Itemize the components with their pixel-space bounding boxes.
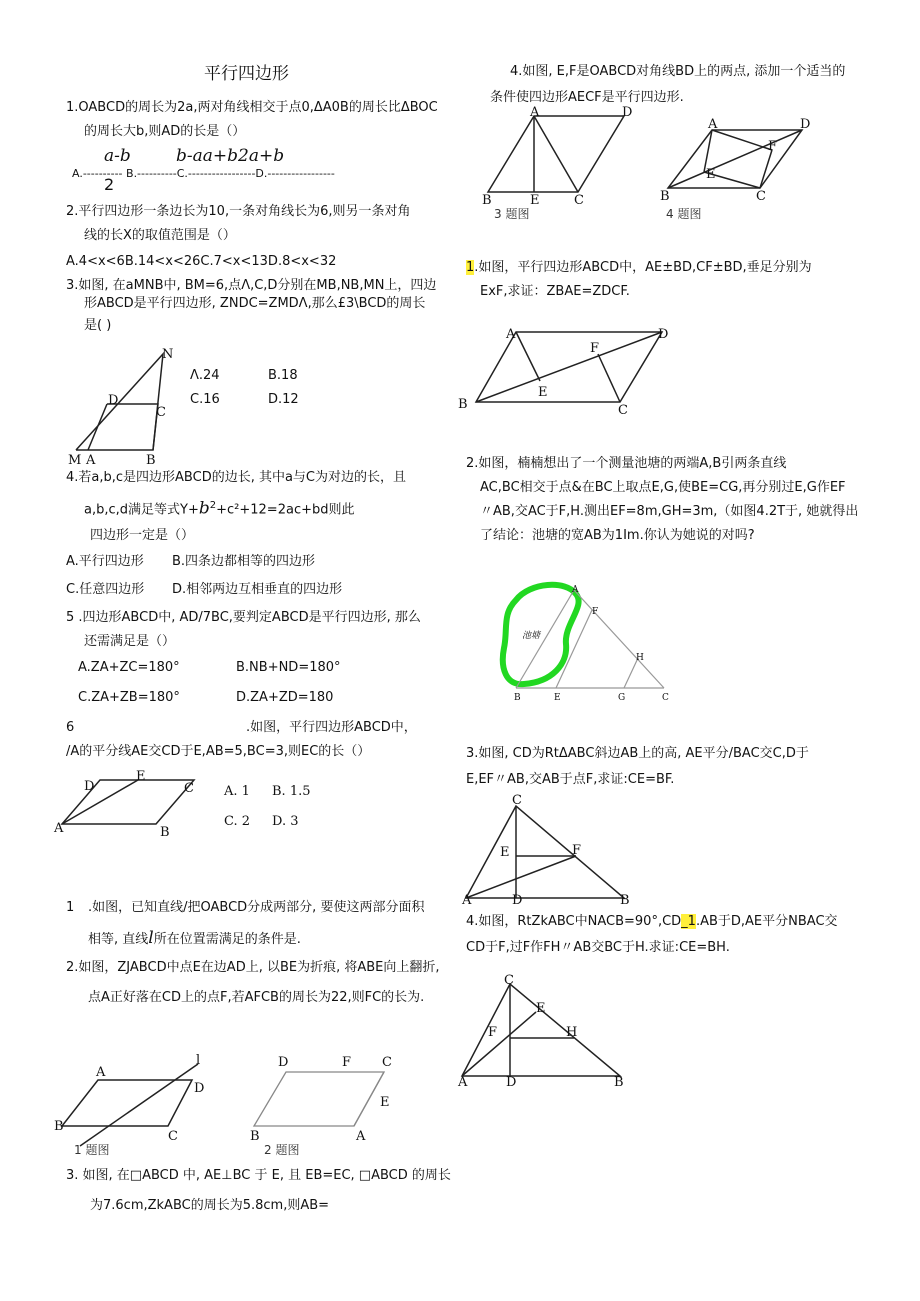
figure-segment (107, 404, 158, 450)
figure-s2 (250, 1050, 410, 1160)
figure-segment (462, 984, 620, 1076)
p2-line3: 〃AB,交AC于F,H.测出EF=8m,GH=3m,（如图4.2T于, 她就得出 (480, 504, 859, 519)
figure-segment (254, 1072, 384, 1126)
label-D: D (800, 117, 811, 132)
q5-choice-b: B.NB+ND=180° (236, 660, 341, 675)
label-C: C (168, 1129, 178, 1144)
label-H: H (566, 1025, 578, 1040)
q5-line1: 5 .四边形ABCD中, AD/7BC,要判定ABCD是平行四边形, 那么 (66, 610, 421, 625)
q4-b-symbol: b (198, 498, 210, 519)
q6-line2: /A的平分线AE交CD于E,AB=5,BC=3,则EC的长（） (66, 744, 371, 759)
label-l: l (196, 1053, 201, 1068)
label-B: B (458, 397, 468, 412)
label-E: E (554, 693, 561, 703)
q5-choice-d: D.ZA+ZD=180 (236, 690, 334, 705)
figure-segment (516, 332, 540, 381)
label-C: C (382, 1055, 392, 1070)
label-E: E (706, 167, 716, 182)
q4-choice-d: D.相邻两边互相垂直的四边形 (172, 582, 343, 597)
label-F: F (488, 1025, 498, 1040)
label-F: F (342, 1055, 352, 1070)
label-B: B (614, 1075, 624, 1090)
label-D: D (278, 1055, 289, 1070)
s1-line2-end: 所在位置需满足的条件是. (153, 932, 301, 947)
p4-line2: CD于F,过F作FH〃AB交BC于H.求证:CE=BH. (466, 940, 730, 955)
caption: 3 题图 (494, 207, 530, 221)
q3-choice-a: Λ.24 (190, 368, 220, 383)
label-A: A (458, 1075, 468, 1090)
pond-label: 池塘 (522, 631, 541, 641)
q4-line3: 四边形一定是（） (90, 528, 195, 543)
q4-choice-c: C.任意四边形 (66, 582, 145, 597)
figure-segment (88, 404, 107, 450)
q3-choice-c: C.16 (190, 392, 220, 407)
s1-line2 (88, 930, 301, 948)
label-C: C (756, 189, 766, 204)
label-F: F (592, 607, 599, 617)
figure-q3 (60, 340, 190, 470)
q4-choice-a: A.平行四边形 (66, 554, 144, 569)
label-E: E (536, 1001, 546, 1016)
label-C: C (574, 193, 584, 208)
q3-line1: 3.如图, 在aMNB中, BM=6,点Λ,C,D分别在MB,NB,MN上，四边 (66, 278, 437, 293)
q1-fraction-top: a-b (104, 146, 131, 166)
label-A: A (86, 453, 96, 468)
label-F: F (572, 843, 582, 858)
label-A: A (356, 1129, 366, 1144)
label-D: D (658, 327, 669, 342)
p1-line1-text: .如图，平行四边形ABCD中，AE±BD,CF±BD,垂足分别为 (474, 260, 812, 275)
q2-line1: 2.平行四边形一条边长为10,一条对角线长为6,则另一条对角 (66, 204, 411, 219)
s1-line2-start: 相等, 直线 (88, 932, 149, 947)
s2-line2: 点A正好落在CD上的点F,若AFCB的周长为22,则FC的长为. (88, 990, 425, 1005)
q1-fraction-bottom: 2 (104, 175, 115, 194)
pond-outline (503, 585, 579, 684)
label-B: B (146, 453, 156, 468)
r-q4-line1: 4.如图, E,F是OABCD对角线BD上的两点, 添加一个适当的 (510, 64, 846, 79)
q5-line2: 还需满足是（） (84, 634, 176, 649)
label-E: E (380, 1095, 390, 1110)
q2-line2: 线的长X的取值范围是（） (84, 228, 236, 243)
q4-line2 (84, 498, 355, 518)
p4-line1 (466, 914, 838, 930)
q3-choice-b: B.18 (268, 368, 298, 383)
label-A: A (530, 105, 540, 120)
label-A: A (572, 585, 579, 595)
q3-choice-d: D.12 (268, 392, 299, 407)
figure-segment (462, 1012, 536, 1076)
q6-choice-a: A. 1 (224, 784, 250, 799)
label-A: A (462, 893, 472, 908)
s2-line1: 2.如图，ZJABCD中点E在边AD上, 以BE为折痕, 将ABE向上翻折, (66, 960, 440, 975)
label-D: D (622, 105, 633, 120)
label-C: C (512, 793, 522, 808)
s1-line1: .如图，已知直线/把OABCD分成两部分, 要使这两部分面积 (88, 900, 425, 915)
page-title: 平行四边形 (204, 64, 289, 84)
q4-line1: 4.若a,b,c是四边形ABCD的边长, 其中a与C为对边的长，且 (66, 470, 407, 485)
q5-choice-a: A.ZA+ZC=180° (78, 660, 180, 675)
p3-line1: 3.如图, CD为RtΔABC斜边AB上的高, AE平分/BAC交C,D于 (466, 746, 809, 761)
q6-line1: .如图，平行四边形ABCD中， (246, 720, 417, 735)
label-B: B (160, 825, 170, 840)
q6-choice-d: D. 3 (272, 814, 299, 829)
figure-segment (76, 354, 163, 450)
p2-line4: 了结论：池塘的宽AB为1Im.你认为她说的对吗? (480, 528, 755, 543)
label-E: E (538, 385, 548, 400)
figure-p4 (456, 966, 636, 1090)
s1-l-symbol: l (148, 928, 154, 948)
figure-segment (598, 354, 620, 402)
p3-line2: E,EF〃AB,交AB于点F,求证:CE=BF. (466, 772, 675, 787)
figure-s1 (50, 1050, 220, 1160)
figure-segment (574, 590, 664, 688)
label-B: B (660, 189, 670, 204)
q4-choice-b: B.四条边都相等的四边形 (172, 554, 316, 569)
figure-segment (466, 806, 624, 898)
label-B: B (54, 1119, 64, 1134)
label-B: B (514, 693, 521, 703)
label-C: C (184, 781, 194, 796)
q4-line2-start: a,b,c,d满足等式Y+ (84, 502, 199, 518)
figure-pond (496, 578, 686, 704)
label-D: D (506, 1075, 517, 1090)
s1-number: 1 (66, 900, 75, 915)
figure-3 (478, 104, 648, 224)
caption: 1 题图 (74, 1143, 110, 1157)
label-A: A (54, 821, 64, 836)
label-F: F (768, 139, 778, 154)
figure-segment (534, 116, 578, 192)
figure-q6 (54, 766, 214, 846)
label-G: G (618, 693, 626, 703)
label-M: M (68, 453, 82, 468)
label-A: A (708, 117, 718, 132)
q4-superscript: 2 (209, 500, 217, 511)
p1-number: 1 (466, 260, 475, 275)
figure-segment (476, 332, 662, 402)
label-C: C (156, 405, 166, 420)
label-B: B (620, 893, 630, 908)
figure-segment (760, 150, 772, 188)
p2-line1: 2.如图，楠楠想出了一个测量池塘的两端A,B引两条直线 (466, 456, 787, 471)
p4-line1-end: .AB于D,AE平分NBAC交 (695, 914, 838, 929)
q4-line2-end: +c²+12=2ac+bd则此 (216, 502, 355, 518)
q1-line2: 的周长大b,则AD的长是（） (84, 124, 246, 139)
label-E: E (500, 845, 510, 860)
label-H: H (636, 653, 644, 663)
figure-segment (62, 780, 138, 824)
figure-segment (712, 130, 772, 150)
q2-choices: A.4<x<6B.14<x<26C.7<x<13D.8<x<32 (66, 254, 337, 269)
figure-segment (62, 1080, 192, 1126)
label-D: D (512, 893, 523, 908)
q6-choice-b: B. 1.5 (272, 784, 311, 799)
label-A: A (506, 327, 516, 342)
label-C: C (662, 693, 669, 703)
q1-choices: A.---------- B.----------C.-----------------D.----------------- (72, 167, 335, 180)
q1-expression: b-aa+b2a+b (176, 146, 285, 166)
figure-p1 (456, 318, 676, 420)
caption: 2 题图 (264, 1143, 300, 1157)
q6-choice-c: C. 2 (224, 814, 251, 829)
caption: 4 题图 (666, 207, 702, 221)
s3-line2: 为7.6cm,ZkABC的周长为5.8cm,则AB= (90, 1198, 330, 1213)
figure-4 (656, 112, 826, 228)
p1-line1 (466, 260, 812, 276)
figure-p3 (460, 790, 640, 906)
label-N: N (162, 347, 174, 362)
r-q4-line2: 条件使四边形AECF是平行四边形. (490, 90, 684, 105)
label-A: A (96, 1065, 106, 1080)
p4-line1-start: 4.如图，RtZkABC中NACB=90°,CD (466, 914, 682, 929)
label-D: D (84, 779, 95, 794)
q3-line3: 是( ) (84, 318, 112, 333)
label-E: E (530, 193, 540, 208)
p4-mark: _1 (681, 914, 696, 929)
label-B: B (482, 193, 492, 208)
s3-line1: 3. 如图, 在□ABCD 中, AE⊥BC 于 E, 且 EB=EC, □ABCD 的周长 (66, 1168, 451, 1183)
label-F: F (590, 341, 600, 356)
q6-number: 6 (66, 720, 75, 735)
label-D: D (194, 1081, 205, 1096)
p2-line2: AC,BC相交于点&在BC上取点E,G,使BE=CG,再分别过E,G作EF (480, 480, 846, 495)
q5-choice-c: C.ZA+ZB=180° (78, 690, 180, 705)
label-B: B (250, 1129, 260, 1144)
label-E: E (136, 769, 146, 784)
q3-line2: 形ABCD是平行四边形, ZNDC=ZMDΛ,那么£3\BCD的周长 (84, 296, 426, 311)
label-C: C (618, 403, 628, 418)
label-C: C (504, 973, 514, 988)
label-D: D (108, 393, 119, 408)
p1-line2: ExF,求证：ZBAE=ZDCF. (480, 284, 630, 299)
q1-line1: 1.OABCD的周长为2a,两对角线相交于点0,ΔA0B的周长比ΔBOC (66, 100, 438, 115)
figure-segment (466, 856, 576, 898)
